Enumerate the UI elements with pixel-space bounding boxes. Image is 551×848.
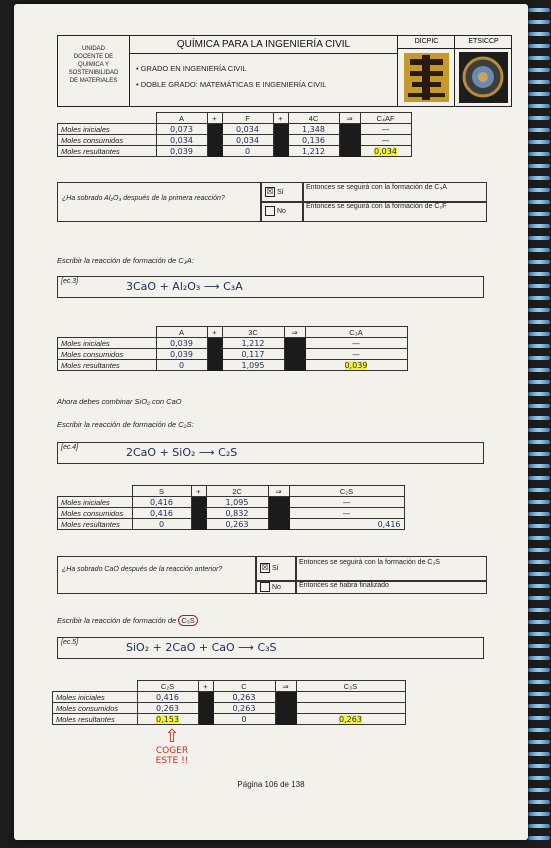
spiral-coil — [528, 824, 550, 828]
spiral-coil — [528, 704, 550, 708]
spiral-coil — [528, 608, 550, 612]
spiral-coil — [528, 668, 550, 672]
spiral-coil — [528, 428, 550, 432]
spiral-coil — [528, 788, 550, 792]
spiral-coil — [528, 476, 550, 480]
spiral-coil — [528, 572, 550, 576]
up-arrow-icon: ⇧ — [164, 726, 180, 747]
si-checkbox-2[interactable]: ☒ — [261, 563, 269, 572]
spiral-coil — [528, 368, 550, 372]
table-row: Moles resultantes 0 1,095 0,039 — [58, 360, 408, 371]
si-checkbox[interactable]: ☒ — [266, 187, 274, 196]
spiral-coil — [528, 836, 550, 840]
equation-box-3: [ec.3] 3CaO + Al₂O₃ ⟶ C₃A — [57, 276, 484, 298]
equation-box-4: [ec.4] 2CaO + SiO₂ ⟶ C₂S — [57, 442, 484, 464]
page-number: Página 106 de 138 — [237, 780, 305, 789]
equation-5: SiO₂ + 2CaO + CaO ⟶ C₃S — [126, 641, 277, 654]
option-si: ☒ Sí — [260, 182, 304, 203]
spiral-coil — [528, 548, 550, 552]
no-consequence-2: Entonces se habrá finalizado — [295, 580, 487, 594]
spiral-coil — [528, 200, 550, 204]
spiral-coil — [528, 44, 550, 48]
table-row: Moles resultantes 0,039 0 1,212 0,034 — [58, 146, 412, 157]
document-header — [57, 35, 512, 107]
spiral-coil — [528, 104, 550, 108]
spiral-coil — [528, 536, 550, 540]
no-checkbox[interactable] — [265, 206, 275, 216]
spiral-coil — [528, 152, 550, 156]
table-c3s: C₂S + C ⇒ C₃S Moles iniciales 0,416 0,263 Moles consumidos 0,263 0,263 Moles resultantes 0,153 0 0,263 — [52, 680, 406, 725]
spiral-coil — [528, 560, 550, 564]
spiral-coil — [528, 176, 550, 180]
spiral-coil — [528, 800, 550, 804]
result-highlight: 0,039 — [344, 360, 368, 370]
degree-line-1: • GRADO EN INGENIERÍA CIVIL — [136, 64, 247, 73]
spiral-coil — [528, 164, 550, 168]
spiral-coil — [528, 284, 550, 288]
spiral-coil — [528, 260, 550, 264]
table-row: Moles consumidos 0,263 0,263 — [53, 703, 406, 714]
handwritten-annotation: ⇧ COGER ESTE !! — [152, 728, 192, 766]
spiral-coil — [528, 404, 550, 408]
spiral-coil — [528, 248, 550, 252]
question-al2o3: ¿Ha sobrado Al₂O₃ después de la primera reacción? — [57, 182, 262, 222]
degree-line-2: • DOBLE GRADO: MATEMÁTICAS E INGENIERÍA CIVIL — [136, 80, 327, 89]
spiral-coil — [528, 740, 550, 744]
table-row: Moles consumidos 0,416 0,832 — — [58, 508, 405, 519]
option-no: No — [260, 201, 304, 222]
table-row: Moles resultantes 0,153 0 0,263 — [53, 714, 406, 725]
prompt-c3a: Escribir la reacción de formación de C₃A: — [57, 256, 194, 265]
table-row: Moles consumidos 0,039 0,117 — — [58, 349, 408, 360]
si-consequence: Entonces se seguirá con la formación de C₃A — [302, 182, 487, 203]
table-row: Moles iniciales 0,039 1,212 — — [58, 338, 408, 349]
course-title: QUÍMICA PARA LA INGENIERÍA CIVIL — [130, 36, 397, 54]
table-c3a: A + 3C ⇒ C₃A Moles iniciales 0,039 1,212 — Moles consumidos 0,039 0,117 — Moles resultantes 0 1,095 0,039 — [57, 326, 408, 371]
table-row: Moles iniciales 0,416 0,263 — [53, 692, 406, 703]
table-c4af: A + F + 4C ⇒ C₄AF Moles iniciales 0,073 0,034 1,348 — Moles consumidos 0,034 0,034 0,136 — Moles resultantes 0,039 0 1,212 0,034 — [57, 112, 412, 157]
spiral-coil — [528, 656, 550, 660]
spiral-coil — [528, 692, 550, 696]
spiral-coil — [528, 32, 550, 36]
combine-text: Ahora debes combinar SiO₂ con CaO — [57, 397, 182, 406]
si-consequence-2: Entonces se seguirá con la formación de C₃S — [295, 556, 487, 582]
equation-box-5: [ec.5] SiO₂ + 2CaO + CaO ⟶ C₃S — [57, 637, 484, 659]
dicpic-logo: DICPIC — [397, 36, 455, 106]
spiral-coil — [528, 320, 550, 324]
spiral-coil — [528, 80, 550, 84]
etsiccp-logo: ETSICCP — [454, 36, 512, 106]
table-row: Moles consumidos 0,034 0,034 0,136 — — [58, 135, 412, 146]
spiral-coil — [528, 392, 550, 396]
result-highlight: 0,263 — [339, 714, 362, 724]
spiral-coil — [528, 716, 550, 720]
spiral-coil — [528, 644, 550, 648]
spiral-coil — [528, 272, 550, 276]
spiral-coil — [528, 116, 550, 120]
option-si-2: ☒ Sí — [255, 556, 297, 582]
no-checkbox-2[interactable] — [260, 582, 270, 592]
spiral-coil — [528, 596, 550, 600]
no-consequence: Entonces se seguirá con la formación de C₂F — [302, 201, 487, 222]
table-c2s: S + 2C ⇒ C₂S Moles iniciales 0,416 1,095 — Moles consumidos 0,416 0,832 — Moles resultantes 0 0,263 0,416 — [57, 485, 405, 530]
spiral-coil — [528, 812, 550, 816]
spiral-coil — [528, 524, 550, 528]
spiral-coil — [528, 488, 550, 492]
equation-4: 2CaO + SiO₂ ⟶ C₂S — [126, 446, 238, 459]
option-no-2: No — [255, 580, 297, 594]
spiral-binding — [528, 0, 551, 848]
spiral-coil — [528, 752, 550, 756]
spiral-coil — [528, 632, 550, 636]
prompt-c3s: Escribir la reacción de formación de C₃S — [57, 616, 198, 625]
spiral-coil — [528, 128, 550, 132]
table-row: Moles resultantes 0 0,263 0,416 — [58, 519, 405, 530]
spiral-coil — [528, 356, 550, 360]
spiral-coil — [528, 20, 550, 24]
spiral-coil — [528, 764, 550, 768]
spiral-coil — [528, 8, 550, 12]
result-highlight: 0,153 — [156, 714, 179, 724]
question-cao: ¿Ha sobrado CaO después de la reacción anterior? — [57, 556, 257, 594]
spiral-coil — [528, 452, 550, 456]
spiral-coil — [528, 236, 550, 240]
spiral-coil — [528, 344, 550, 348]
spiral-coil — [528, 296, 550, 300]
spiral-coil — [528, 380, 550, 384]
spiral-coil — [528, 92, 550, 96]
spiral-coil — [528, 224, 550, 228]
spiral-coil — [528, 620, 550, 624]
prompt-c2s: Escribir la reacción de formación de C₂S: — [57, 420, 194, 429]
spiral-coil — [528, 212, 550, 216]
spiral-coil — [528, 776, 550, 780]
spiral-coil — [528, 332, 550, 336]
spiral-coil — [528, 512, 550, 516]
table-row: Moles iniciales 0,416 1,095 — — [58, 497, 405, 508]
table-row: Moles iniciales 0,073 0,034 1,348 — — [58, 124, 412, 135]
spiral-coil — [528, 440, 550, 444]
spiral-coil — [528, 140, 550, 144]
spiral-coil — [528, 416, 550, 420]
unit-name: UNIDAD DOCENTE DE QUIMICA Y SOSTENIBILIDAD DE MATERIALES — [58, 36, 130, 106]
spiral-coil — [528, 728, 550, 732]
spiral-coil — [528, 500, 550, 504]
spiral-coil — [528, 56, 550, 60]
circled-c3s: C₃S — [178, 615, 197, 626]
spiral-coil — [528, 680, 550, 684]
spiral-coil — [528, 584, 550, 588]
spiral-coil — [528, 68, 550, 72]
spiral-coil — [528, 188, 550, 192]
spiral-coil — [528, 464, 550, 468]
equation-3: 3CaO + Al₂O₃ ⟶ C₃A — [126, 280, 243, 293]
result-highlight: 0,034 — [374, 146, 397, 156]
spiral-coil — [528, 308, 550, 312]
notebook-page — [14, 4, 528, 840]
